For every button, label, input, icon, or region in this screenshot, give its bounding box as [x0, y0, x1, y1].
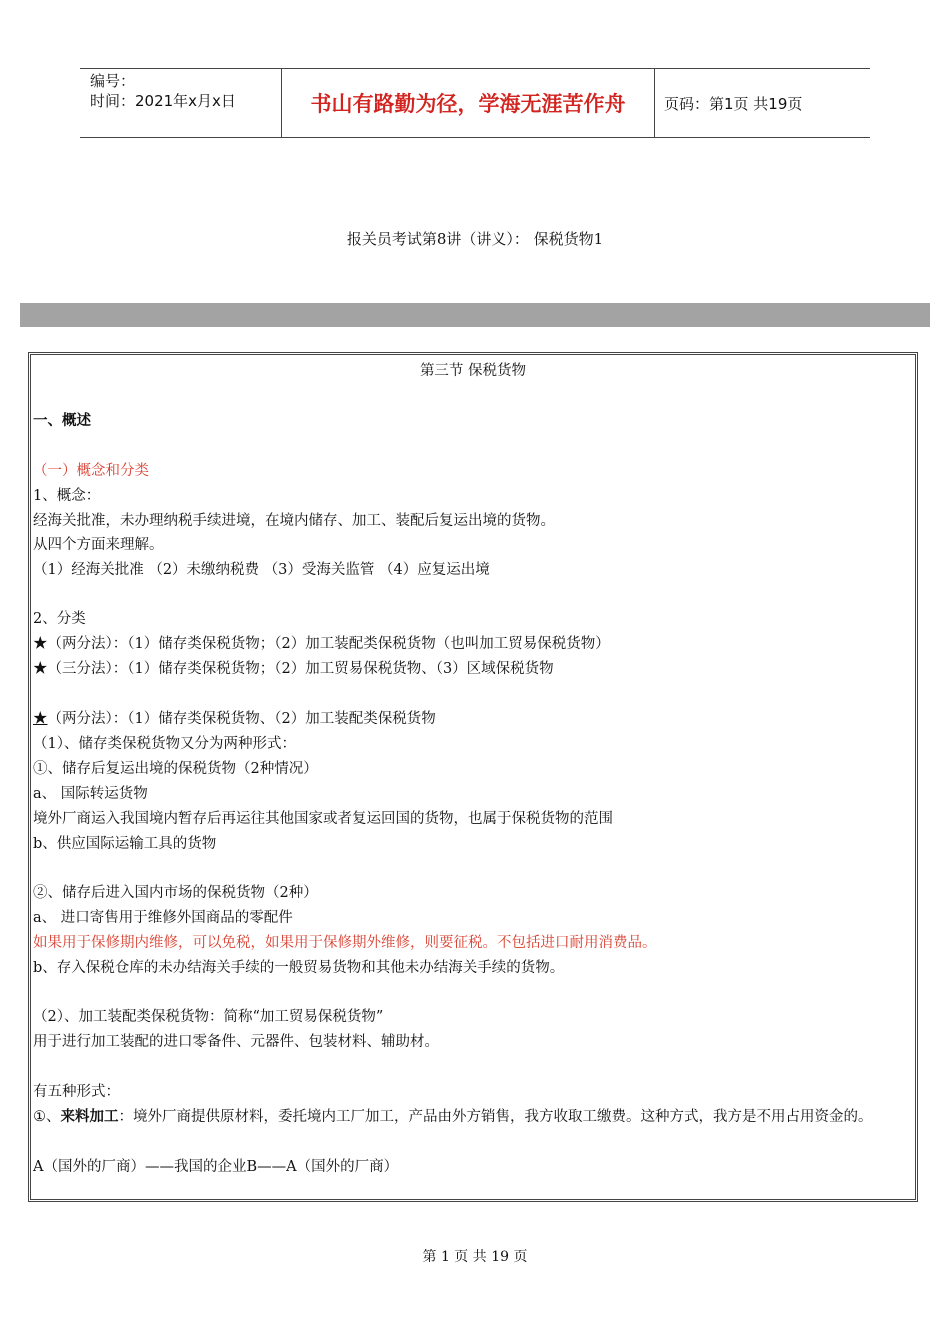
heading-overview: 一、概述: [33, 412, 91, 429]
text-line: 有五种形式：: [33, 1084, 120, 1100]
section-title: 第三节 保税货物: [419, 363, 527, 379]
text-line: A（国外的厂商）——我国的企业B——A（国外的厂商）: [33, 1159, 399, 1175]
text-line: b、供应国际运输工具的货物: [33, 836, 217, 852]
gray-divider-bar: [20, 303, 930, 327]
text-line: （2）、加工装配类保税货物：简称“加工贸易保税货物”: [33, 1009, 384, 1025]
text-line: a、 国际转运货物: [33, 786, 148, 802]
text-line-red: 如果用于保修期内维修，可以免税，如果用于保修期外维修，则要征税。不包括进口耐用消费品。: [33, 935, 657, 951]
motto: 书山有路勤为径，学海无涯苦作舟: [281, 69, 655, 137]
text-line: ①、储存后复运出境的保税货物（2种情况）: [33, 761, 318, 777]
page-header: [80, 68, 870, 138]
page-footer: 第 1 页 共 19 页: [422, 1249, 528, 1265]
text-span: ：境外厂商提供原材料，委托境内工厂加工，产品由外方销售，我方收取工缴费。这种方式，我方是不用占用资金的。: [118, 1109, 873, 1125]
text-line: 2、分类: [33, 611, 86, 627]
term-bold: 来料加工: [60, 1108, 119, 1125]
text-span: （两分法）：（1）储存类保税货物、（2）加工装配类保税货物: [47, 711, 436, 727]
text-span: ①、: [33, 1109, 61, 1125]
text-line: 境外厂商运入我国境内暂存后再运往其他国家或者复运回国的货物，也属于保税货物的范围: [33, 811, 613, 827]
text-line: ★（两分法）：（1）储存类保税货物；（2）加工装配类保税货物（也叫加工贸易保税货物）: [33, 636, 610, 652]
document-title: 报关员考试第8讲（讲义）： 保税货物1: [346, 230, 604, 248]
page-info: 页码：第1页 共19页: [664, 94, 803, 113]
header-meta-cell: [80, 69, 281, 137]
text-line: 从四个方面来理解。: [33, 537, 164, 553]
heading-concept: （一）概念和分类: [33, 463, 149, 479]
text-line: b、存入保税仓库的未办结海关手续的一般贸易货物和其他未办结海关手续的货物。: [33, 960, 565, 976]
star-icon: ★: [33, 711, 48, 727]
content-box: [28, 352, 918, 1202]
text-paragraph: [33, 1105, 917, 1129]
text-line: ★（三分法）：（1）储存类保税货物；（2）加工贸易保税货物、（3）区域保税货物: [33, 661, 554, 677]
text-line: 用于进行加工装配的进口零备件、元器件、包装材料、辅助材。: [33, 1034, 439, 1050]
text-line: （1）、储存类保税货物又分为两种形式：: [33, 736, 296, 752]
text-line: 1、概念：: [33, 488, 101, 504]
text-line: ②、储存后进入国内市场的保税货物（2种）: [33, 885, 318, 901]
time-label: 时间：2021年x月x日: [90, 92, 236, 110]
text-line: （1）经海关批准 （2）未缴纳税费 （3）受海关监管 （4）应复运出境: [33, 562, 490, 578]
number-label: 编号：: [90, 72, 136, 90]
text-line: a、 进口寄售用于维修外国商品的零配件: [33, 910, 293, 926]
text-line: [33, 709, 436, 729]
text-line: 经海关批准，未办理纳税手续进境，在境内储存、加工、装配后复运出境的货物。: [33, 513, 555, 529]
